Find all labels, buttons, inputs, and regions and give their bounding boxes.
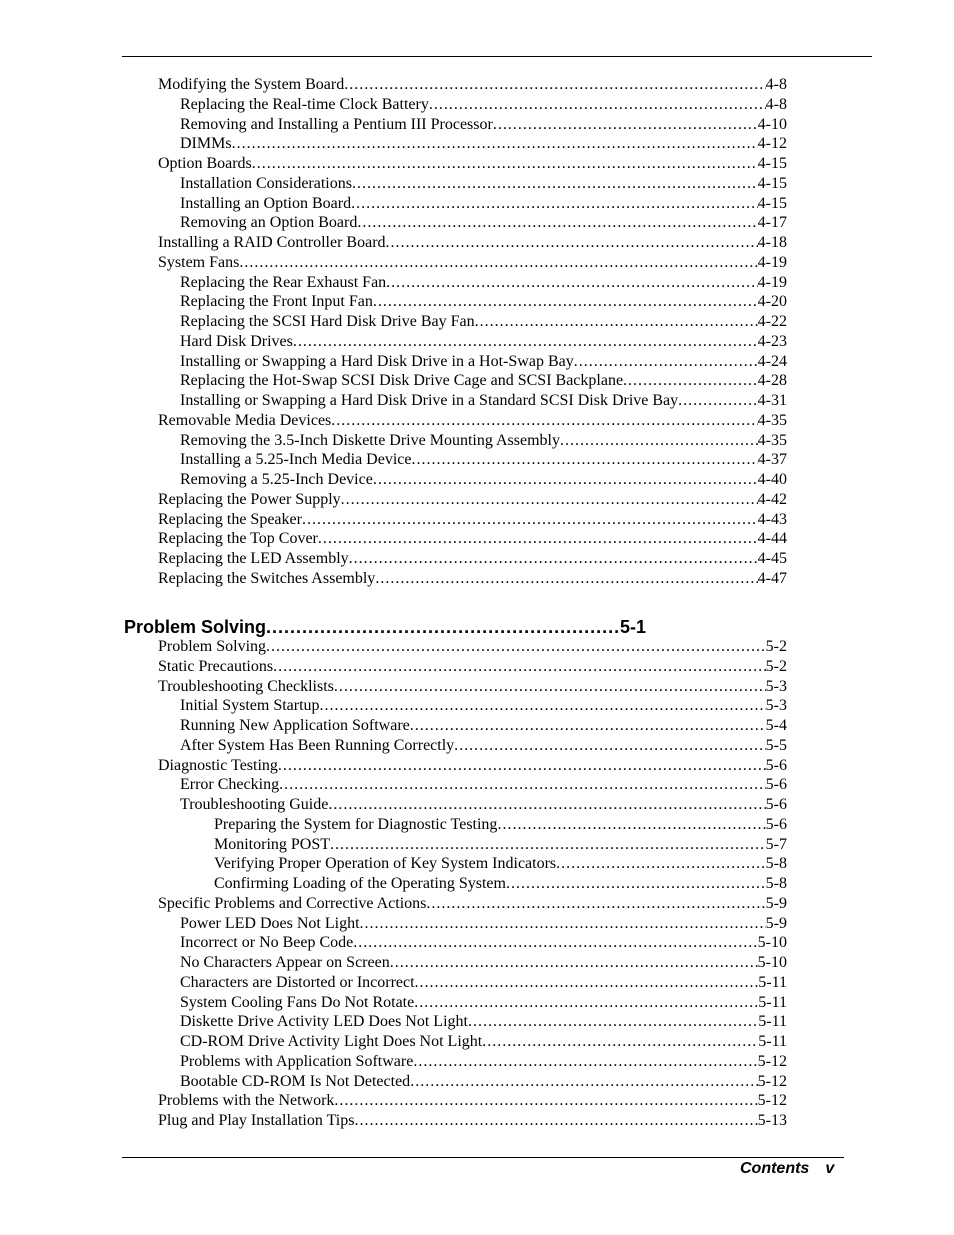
toc-entry-page: 4-23 <box>757 332 787 350</box>
toc-entry-title: Hard Disk Drives <box>180 332 293 350</box>
toc-entry[interactable] <box>180 933 787 953</box>
toc-entry-page: 4-15 <box>757 155 787 172</box>
toc-entry-page: 4-45 <box>757 550 787 567</box>
toc-entry[interactable] <box>180 1012 787 1032</box>
toc-entry-title: Troubleshooting Checklists <box>158 677 334 695</box>
toc-entry-page: 5-12 <box>757 1072 787 1090</box>
toc-entry-title: Option Boards <box>158 155 252 172</box>
toc-entry-page: 4-28 <box>757 372 787 390</box>
toc-entry-page: 4-35 <box>757 431 787 449</box>
footer-page-number: v <box>825 1160 835 1177</box>
toc-entry-page: 5-12 <box>757 1052 787 1070</box>
toc-entry-title: Problems with the Network <box>158 1092 335 1110</box>
toc-entry-page: 4-20 <box>757 293 787 311</box>
dot-leader <box>357 213 757 233</box>
dot-leader <box>574 352 758 372</box>
dot-leader <box>390 953 758 973</box>
toc-entry-title: Verifying Proper Operation of Key System Indicators <box>214 855 557 873</box>
toc-entry-page: 5-11 <box>758 1033 787 1050</box>
toc-entry[interactable] <box>180 213 787 233</box>
toc-entry-page: 4-31 <box>757 392 787 409</box>
toc-entry[interactable] <box>158 894 787 914</box>
toc-entry-title: Replacing the Rear Exhaust Fan <box>180 273 387 291</box>
toc-entry[interactable] <box>180 1052 787 1072</box>
dot-leader <box>373 292 758 312</box>
toc-entry[interactable] <box>158 411 787 431</box>
dot-leader <box>493 115 758 135</box>
toc-entry[interactable] <box>180 174 787 194</box>
toc-entry[interactable] <box>180 371 787 391</box>
toc-entry[interactable] <box>180 115 787 135</box>
toc-entry-title: Bootable CD-ROM Is Not Detected <box>180 1072 411 1090</box>
toc-entry[interactable] <box>158 677 787 697</box>
dot-leader <box>352 174 758 194</box>
toc-entry-page: 5-9 <box>765 894 787 912</box>
toc-entry[interactable] <box>180 391 787 411</box>
toc-entry[interactable] <box>214 835 787 855</box>
dot-leader <box>386 233 758 253</box>
toc-entry-title: Specific Problems and Corrective Actions <box>158 894 427 912</box>
dot-leader <box>426 894 765 914</box>
toc-entry[interactable] <box>180 292 787 312</box>
toc-entry-page: 5-10 <box>757 954 787 971</box>
toc-entry-title: Incorrect or No Beep Code <box>180 934 354 952</box>
toc-entry-page: 4-15 <box>757 194 787 212</box>
toc-entry-title: Removing the 3.5-Inch Diskette Drive Mounting Assembly <box>180 431 560 449</box>
toc-entry-page: 5-6 <box>765 776 787 794</box>
dot-leader <box>232 134 758 154</box>
dot-leader <box>429 95 766 115</box>
dot-leader <box>318 529 758 549</box>
toc-entry-page: 5-8 <box>765 855 787 873</box>
dot-leader <box>360 914 766 934</box>
toc-entry-title: Installing or Swapping a Hard Disk Drive in a Hot-Swap Bay <box>180 352 574 370</box>
toc-entry-page: 5-12 <box>757 1092 787 1110</box>
toc-entry-title: Removable Media Devices <box>158 411 332 429</box>
dot-leader <box>375 569 757 589</box>
dot-leader <box>410 716 766 736</box>
toc-entry-title: Removing and Installing a Pentium III Processor <box>180 115 493 133</box>
dot-leader <box>266 616 620 638</box>
toc-entry-title: Modifying the System Board <box>158 76 345 93</box>
dot-leader <box>341 490 758 510</box>
toc-entry-page: 5-13 <box>757 1112 787 1129</box>
toc-entry-page: 4-18 <box>757 234 787 251</box>
toc-entry[interactable] <box>158 756 787 776</box>
dot-leader <box>278 756 766 776</box>
dot-leader <box>344 75 765 95</box>
toc-entry[interactable] <box>180 332 787 352</box>
toc-entry[interactable] <box>158 75 787 95</box>
toc-entry[interactable] <box>158 154 787 174</box>
toc-entry[interactable] <box>180 352 787 372</box>
toc-entry-title: Plug and Play Installation Tips <box>158 1112 355 1129</box>
toc-entry-page: 4-22 <box>757 313 787 330</box>
toc-entry-page: 5-9 <box>765 914 787 932</box>
toc-entry[interactable] <box>180 134 787 154</box>
toc-entry-title: Installing a 5.25-Inch Media Device <box>180 451 412 469</box>
toc-entry[interactable] <box>180 273 787 293</box>
dot-leader <box>415 973 759 993</box>
toc-entry[interactable] <box>158 253 787 273</box>
toc-entry[interactable] <box>214 815 787 835</box>
toc-entry[interactable] <box>214 874 787 894</box>
toc-entry-title: System Cooling Fans Do Not Rotate <box>180 993 415 1011</box>
dot-leader <box>334 677 766 697</box>
dot-leader <box>239 253 757 273</box>
dot-leader <box>410 1072 757 1092</box>
toc-entry-page: 5-4 <box>765 717 787 734</box>
dot-leader <box>349 549 758 569</box>
toc-entry-title: Problems with Application Software <box>180 1052 414 1070</box>
toc-entry-title: CD-ROM Drive Activity Light Does Not Light <box>180 1033 483 1050</box>
toc-entry-page: 4-8 <box>765 95 787 113</box>
toc-entry-page: 5-11 <box>758 1013 787 1031</box>
page-footer <box>740 1159 834 1179</box>
toc-entry-title: Replacing the Switches Assembly <box>158 569 376 587</box>
dot-leader <box>556 854 766 874</box>
dot-leader <box>331 411 757 431</box>
toc-entry[interactable] <box>180 973 787 993</box>
toc-entry-title: Troubleshooting Guide <box>180 796 329 813</box>
toc-entry[interactable] <box>180 795 787 815</box>
toc-entry[interactable] <box>180 775 787 795</box>
toc-entry-title: Replacing the Front Input Fan <box>180 293 373 311</box>
toc-entry-title: Removing an Option Board <box>180 214 358 232</box>
dot-leader <box>273 657 766 677</box>
dot-leader <box>353 933 757 953</box>
toc-entry-page: 5-8 <box>765 875 787 892</box>
toc-entry[interactable] <box>158 233 787 253</box>
header-rule <box>122 56 872 57</box>
toc-entry-page: 4-15 <box>757 174 787 192</box>
toc-entry[interactable] <box>180 736 787 756</box>
toc-entry-title: Monitoring POST <box>214 835 331 853</box>
toc-entry-page: 5-6 <box>765 796 787 813</box>
toc-entry-title: Static Precautions <box>158 657 274 675</box>
toc-entry-page: 4-40 <box>757 471 787 488</box>
toc-entry-title: No Characters Appear on Screen <box>180 954 390 971</box>
dot-leader <box>454 736 766 756</box>
toc-entry-title: Installing or Swapping a Hard Disk Drive in a Standard SCSI Disk Drive Bay <box>180 392 679 409</box>
toc-entry-page: 4-10 <box>757 115 787 133</box>
footer-rule <box>122 1157 844 1158</box>
toc-entry-title: Characters are Distorted or Incorrect <box>180 973 415 991</box>
dot-leader <box>386 273 758 293</box>
toc-entry-page: 5-6 <box>765 815 787 833</box>
toc-entry-title: Running New Application Software <box>180 717 410 734</box>
toc-entry[interactable] <box>180 953 787 973</box>
toc-entry[interactable] <box>180 1032 787 1052</box>
dot-leader <box>354 1111 757 1131</box>
toc-entry-page: 5-11 <box>758 973 787 991</box>
toc-entry[interactable] <box>214 854 787 874</box>
toc-entry-page: 4-17 <box>757 214 787 232</box>
toc-entry-page: 5-6 <box>765 756 787 774</box>
toc-entry-title: Replacing the LED Assembly <box>158 550 349 567</box>
toc-entry[interactable] <box>180 696 787 716</box>
toc-entry-title: Replacing the Power Supply <box>158 490 341 508</box>
toc-entry-page: 5-10 <box>757 934 787 952</box>
toc-entry-page: 4-12 <box>757 135 787 153</box>
toc-entry[interactable] <box>180 194 787 214</box>
section-heading-page: 5-1 <box>619 617 646 637</box>
toc-entry-title: Problem Solving <box>158 638 267 655</box>
toc-entry-title: Removing a 5.25-Inch Device <box>180 471 373 488</box>
toc-entry-title: Preparing the System for Diagnostic Testing <box>214 815 498 833</box>
toc-entry-page: 4-43 <box>757 510 787 528</box>
dot-leader <box>497 815 765 835</box>
toc-entry-page: 4-47 <box>757 569 787 587</box>
toc-entry[interactable] <box>180 470 787 490</box>
dot-leader <box>475 312 758 332</box>
toc-entry[interactable] <box>180 450 787 470</box>
toc-entry-page: 5-3 <box>765 677 787 695</box>
dot-leader <box>279 775 766 795</box>
toc-entry-page: 4-8 <box>765 76 787 93</box>
toc-entry-title: Replacing the SCSI Hard Disk Drive Bay Fan <box>180 313 475 330</box>
toc-entry-page: 5-3 <box>765 697 787 715</box>
toc-entry-title: DIMMs <box>180 135 232 153</box>
toc-entry-page: 5-2 <box>765 657 787 675</box>
dot-leader <box>320 696 766 716</box>
toc-entry-page: 4-19 <box>757 273 787 291</box>
toc-entry-page: 4-37 <box>757 451 787 469</box>
dot-leader <box>506 874 766 894</box>
toc-entry[interactable] <box>180 716 787 736</box>
toc-entry-title: Confirming Loading of the Operating System <box>214 875 506 892</box>
toc-entry-page: 4-19 <box>757 253 787 271</box>
dot-leader <box>302 510 758 530</box>
dot-leader <box>678 391 758 411</box>
toc-entry-page: 4-44 <box>757 530 787 548</box>
toc-entry[interactable] <box>158 510 787 530</box>
toc-entry-title: Replacing the Speaker <box>158 510 302 528</box>
section-heading[interactable] <box>124 616 646 638</box>
dot-leader <box>623 371 758 391</box>
footer-label: Contents <box>740 1160 810 1177</box>
toc-entry-title: Error Checking <box>180 776 280 794</box>
dot-leader <box>266 637 766 657</box>
toc-entry-page: 5-11 <box>758 993 787 1011</box>
toc-entry-title: System Fans <box>158 253 240 271</box>
toc-entry[interactable] <box>158 569 787 589</box>
toc-entry[interactable] <box>180 95 787 115</box>
toc-entry[interactable] <box>180 993 787 1013</box>
toc-entry-title: Installing a RAID Controller Board <box>158 234 386 251</box>
toc-entry-title: Installation Considerations <box>180 174 352 192</box>
dot-leader <box>328 795 765 815</box>
toc-entry-title: Diagnostic Testing <box>158 756 278 774</box>
dot-leader <box>413 1052 757 1072</box>
dot-leader <box>293 332 758 352</box>
toc-entry-page: 5-2 <box>765 638 787 655</box>
dot-leader <box>373 470 758 490</box>
toc-entry[interactable] <box>158 637 787 657</box>
toc-entry-page: 4-35 <box>757 411 787 429</box>
toc-entry-title: Initial System Startup <box>180 697 320 715</box>
dot-leader <box>560 431 758 451</box>
toc-entry-page: 5-7 <box>765 835 787 853</box>
toc-entry[interactable] <box>180 431 787 451</box>
dot-leader <box>468 1012 758 1032</box>
dot-leader <box>411 450 757 470</box>
toc-entry[interactable] <box>180 1072 787 1092</box>
toc-entry-page: 4-24 <box>757 352 787 370</box>
dot-leader <box>334 1091 757 1111</box>
toc-entry-title: Diskette Drive Activity LED Does Not Light <box>180 1013 468 1031</box>
toc-entry-page: 4-42 <box>757 490 787 508</box>
section-heading-title: Problem Solving <box>124 617 267 637</box>
dot-leader <box>482 1032 758 1052</box>
toc-entry[interactable] <box>158 1091 787 1111</box>
dot-leader <box>414 993 758 1013</box>
toc-entry[interactable] <box>158 549 787 569</box>
toc-entry-title: Replacing the Hot-Swap SCSI Disk Drive Cage and SCSI Backplane <box>180 372 624 390</box>
toc-entry-title: Installing an Option Board <box>180 194 352 212</box>
toc-entry[interactable] <box>158 529 787 549</box>
toc-entry-title: Power LED Does Not Light <box>180 914 360 932</box>
toc-entry-page: 5-5 <box>765 736 787 754</box>
dot-leader <box>330 835 766 855</box>
toc-entry-title: After System Has Been Running Correctly <box>180 736 455 754</box>
toc-entry[interactable] <box>158 490 787 510</box>
toc-entry[interactable] <box>158 1111 787 1131</box>
dot-leader <box>252 154 758 174</box>
toc-entry[interactable] <box>180 914 787 934</box>
toc-entry-title: Replacing the Real-time Clock Battery <box>180 95 429 113</box>
toc-entry[interactable] <box>158 657 787 677</box>
toc-entry-title: Replacing the Top Cover <box>158 530 318 548</box>
toc-entry[interactable] <box>180 312 787 332</box>
dot-leader <box>351 194 758 214</box>
